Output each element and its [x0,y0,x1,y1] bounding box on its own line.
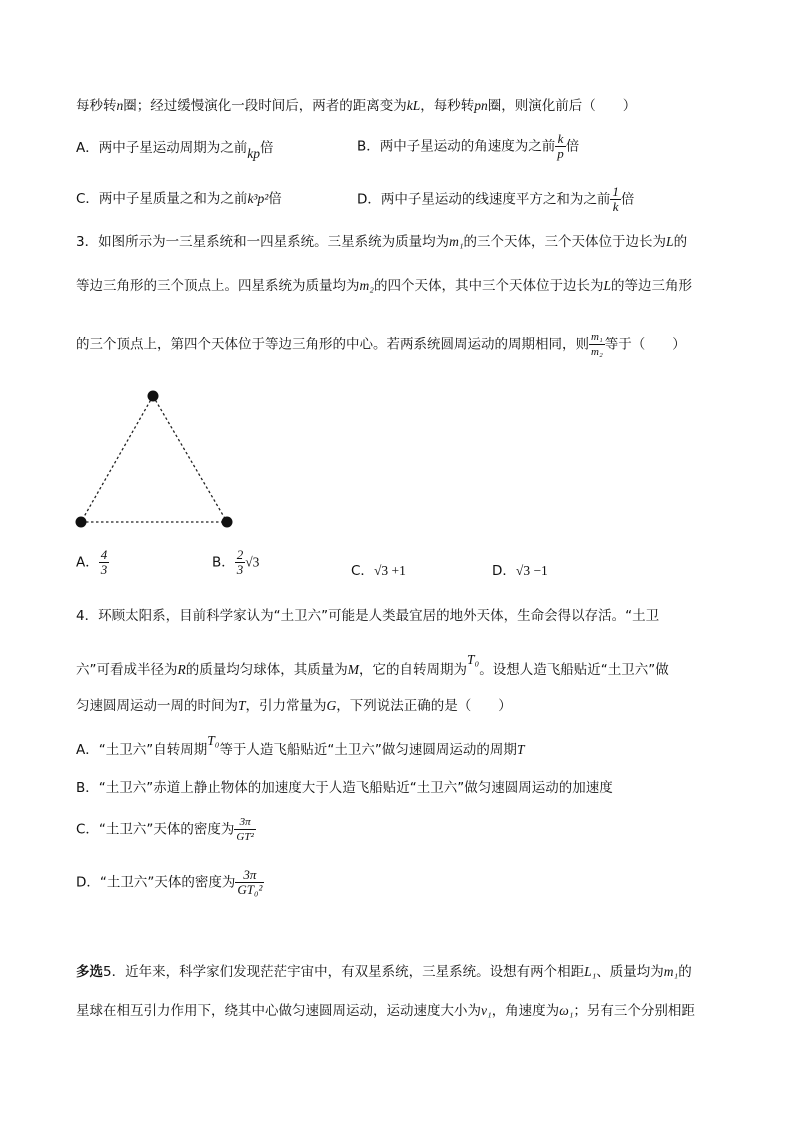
q4-option-b: B．“土卫六”赤道上静止物体的加速度大于人造飞船贴近“土卫六”做匀速圆周运动的加速度 [76,780,613,796]
star-bottom-right [222,517,233,528]
triangle-edge-left [81,396,153,522]
q3-option-a: A． $\frac{4}{3}$ [76,547,108,577]
star-top [148,391,159,402]
q4-option-a: A．“土卫六”自转周期T₀等于人造飞船贴近“土卫六”做匀速圆周运动的周期T [76,733,525,758]
q2-option-c: C．两中子星质量之和为之前k³p²倍 [76,191,282,207]
q3-line-1: 3．如图所示为一三星系统和一四星系统。三星系统为质量均为m₁的三个天体，三个天体位于边长为L的 [76,234,688,250]
q3-option-b: B． $\frac{2}{3}$ √3 [212,547,260,577]
q3-option-d: D．√3 −1 [492,563,548,579]
triangle-edge-right [153,396,227,522]
q5-multi-select-tag: 多选 [76,964,103,980]
q5-line-2: 星球在相互引力作用下，绕其中心做匀速圆周运动，运动速度大小为v₁，角速度为ω₁；另有三个分别相距 [76,1003,695,1019]
q4-line-1: 4．环顾太阳系，目前科学家认为“土卫六”可能是人类最宜居的地外天体，生命会得以存活。“土卫 [76,608,660,624]
q3-line-3: 的三个顶点上，第四个天体位于等边三角形的中心。若两系统圆周运动的周期相同，则 $\frac{\text{m₁}}{\text{m₂}}$ 等于（ ） [76,331,686,358]
q3-option-c: C．√3 +1 [351,563,406,579]
q4-option-d: D．“土卫六”天体的密度为 $\frac{3\pi}{\text{GT₀²}}$ [76,867,263,897]
q5-line-1: 多选5．近年来，科学家们发现茫茫宇宙中，有双星系统，三星系统。设想有两个相距L₁、质量均为m₁的 [76,964,692,980]
q2-intro-line: 每秒转n圈；经过缓慢演化一段时间后，两者的距离变为kL，每秒转pn圈，则演化前后（ ） [76,98,637,114]
q3-line-2: 等边三角形的三个顶点上。四星系统为质量均为m₂的四个天体，其中三个天体位于边长为L的等边三角形 [76,278,692,294]
q4-line-3: 匀速圆周运动一周的时间为T，引力常量为G，下列说法正确的是（ ） [76,698,512,714]
q4-line-2: 六”可看成半径为R的质量均匀球体，其质量为M，它的自转周期为T₀。设想人造飞船贴近“土卫六”做 [76,652,669,678]
q2-option-d: D．两中子星运动的线速度平方之和为之前 $\frac{1}{k}$ 倍 [357,184,635,214]
q2-option-b: B．两中子星运动的角速度为之前 $\frac{k}{p}$ 倍 [357,131,580,161]
star-bottom-left [76,517,87,528]
q4-option-c: C．“土卫六”天体的密度为 $\frac{3\pi}{\text{GT²}}$ [76,816,254,843]
q2-option-a: A．两中子星运动周期为之前kp倍 [76,140,274,161]
